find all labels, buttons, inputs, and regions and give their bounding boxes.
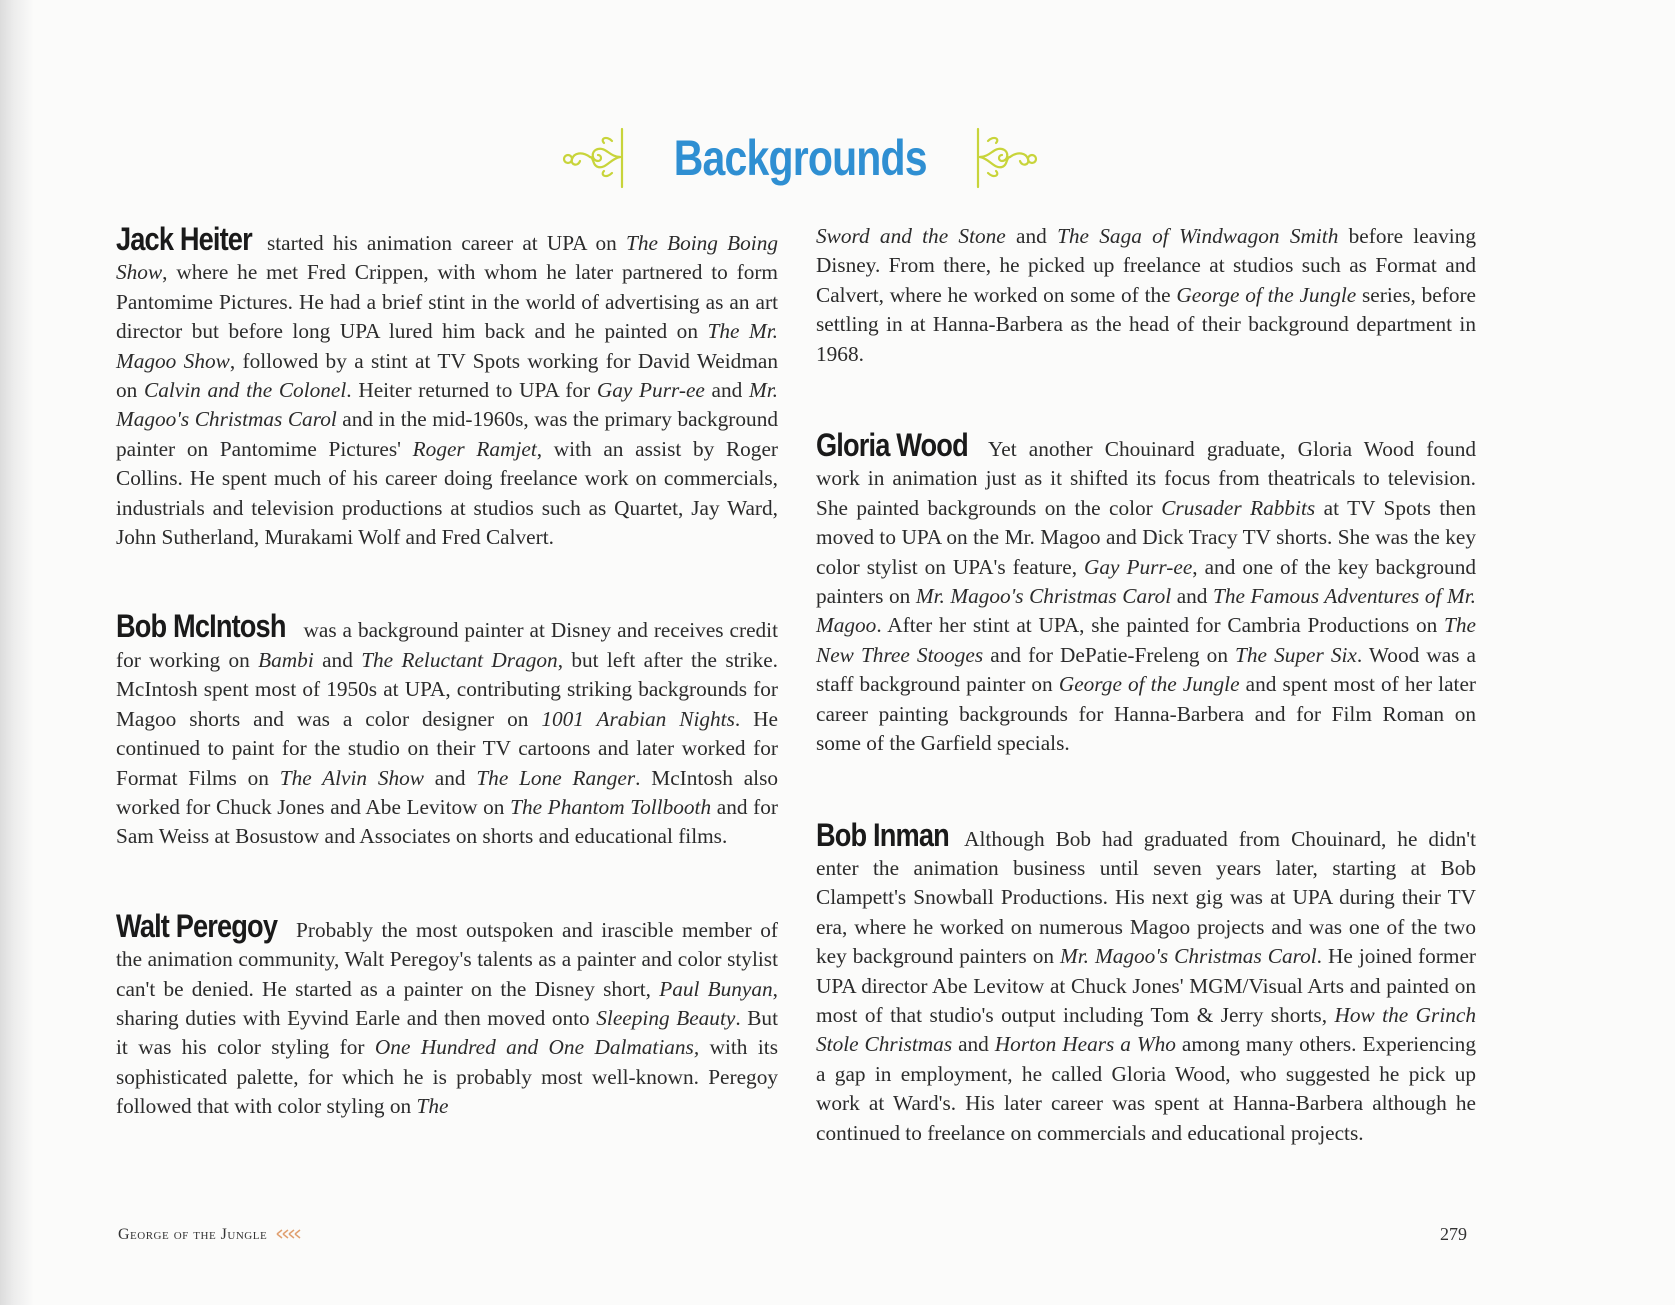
- title-reference: The: [416, 1094, 449, 1119]
- page-header: [600, 118, 1000, 198]
- page-edge-shadow: [0, 0, 34, 1305]
- text-run: . After her stint at UPA, she painted for Cambria Productions on: [876, 613, 1445, 638]
- title-reference: Roger Ramjet: [412, 436, 537, 461]
- title-reference: How the Grinch Stole Christmas: [816, 1002, 1476, 1057]
- title-reference: Gay Purr-ee: [1084, 554, 1193, 579]
- title-reference: One Hundred and One Dalmatians,: [374, 1035, 700, 1060]
- book-title: George of the Jungle: [118, 1226, 268, 1243]
- text-run: Yet another Chouinard graduate, Gloria Wood found work in animation just as it shifted its focus from theatricals to television. She painted backgrounds on the color: [816, 437, 1476, 520]
- text-run: and: [1171, 584, 1214, 609]
- title-reference: Calvin and the Colonel: [144, 378, 347, 403]
- title-reference: George of the Jungle: [1058, 672, 1240, 697]
- text-run: with its sophisticated palette, for which he is probably most well-known. Peregoy followed that with color styling on: [116, 1035, 778, 1119]
- right-column: [816, 222, 1476, 1148]
- title-reference: Sleeping Beauty: [596, 1005, 736, 1030]
- title-reference: Mr. Magoo's Christmas Carol: [1060, 944, 1317, 969]
- footer-ornament-icon: [275, 1226, 301, 1244]
- title-reference: Bambi: [258, 647, 314, 672]
- title-reference: The Phantom Tollbooth: [510, 794, 712, 819]
- title-reference: The Super Six: [1235, 642, 1357, 667]
- bio-entry-continued: [816, 222, 1476, 369]
- title-reference: The Lone Ranger: [476, 765, 636, 790]
- title-reference: 1001 Arabian Nights: [541, 706, 735, 731]
- text-run: , with an assist by Roger Collins. He spent much of his career doing freelance work on commercials, industrials and television productions at studios such as Quartet, Jay Ward, John Sutherland, Murakami Wolf and Fred Calvert.: [116, 436, 779, 550]
- title-reference: The Reluctant Dragon: [361, 647, 558, 672]
- text-run: . Wood was a staff background painter on: [816, 642, 1476, 697]
- page-number: 279: [1440, 1224, 1467, 1244]
- text-run: , sharing duties with Eyvind Earle and then moved onto: [116, 976, 778, 1030]
- title-reference: Crusader Rabbits: [1161, 495, 1316, 520]
- text-run: Although Bob had graduated from Chouinard, he didn't enter the animation business until seven years later, starting at Bob Clampett's Snowball Productions. His next gig was at UPA during their TV era, where he worked on numerous Magoo projects and was one of the two key background painters on: [816, 826, 1476, 969]
- text-run: at TV Spots then moved to UPA on the Mr. Magoo and Dick Tracy TV shorts. She was the key color stylist on UPA's feature,: [816, 495, 1476, 579]
- bio-entry: [116, 221, 779, 552]
- text-run: , and one of the key background painters on: [816, 554, 1477, 609]
- bio-entry: [116, 907, 778, 1122]
- bio-entry: [816, 816, 1477, 1148]
- title-reference: Paul Bunyan: [659, 976, 773, 1001]
- left-column: [116, 221, 779, 1122]
- title-reference: George of the Jungle: [1176, 282, 1357, 307]
- text-run: , where he met Fred Crippen, with whom he later partnered to form Pantomime Pictures. He had a brief stint in the world of advertising as an art director but before long UPA lured him back and he painted on: [116, 260, 778, 344]
- artist-name: Gloria Wood: [816, 427, 968, 464]
- text-run: . Heiter returned to UPA for: [346, 378, 597, 403]
- text-run: and spent most of her later career painting backgrounds for Hanna-Barbera and for Film Roman on some of the Garfield specials.: [816, 672, 1476, 756]
- text-run: , followed by a stint at TV Spots working for David Weidman on: [116, 348, 778, 403]
- text-run: before leaving Disney. From there, he picked up freelance at studios such as Format and Calvert, where he worked on some of the: [816, 224, 1476, 307]
- text-run: and: [313, 647, 362, 672]
- bio-text: [116, 231, 778, 549]
- title-reference: The Famous Adventures of Mr. Magoo: [816, 584, 1476, 638]
- text-run: and in the mid-1960s, was the primary background painter on Pantomime Pictures': [116, 407, 778, 461]
- flourish-right-icon: [972, 127, 1038, 189]
- text-run: . He joined former UPA director Abe Levitow at Chuck Jones' MGM/Visual Arts and painted on most of that studio's output including Tom & Jerry shorts,: [816, 944, 1477, 1027]
- title-reference: Mr. Magoo's Christmas Carol: [116, 378, 778, 432]
- title-reference: The New Three Stooges: [816, 613, 1476, 667]
- text-run: among many others. Experiencing a gap in employment, he called Gloria Wood, who suggested he pick up work at Ward's. His later career was spent at Hanna-Barbera although he continued to freelance on commercials and educational projects.: [816, 1032, 1476, 1145]
- bio-text: [816, 224, 1476, 366]
- bio-entry: [816, 427, 1477, 758]
- artist-name: Bob Inman: [816, 816, 949, 853]
- artist-name: Bob McIntosh: [116, 608, 286, 645]
- text-run: and: [704, 378, 749, 403]
- title-reference: The Alvin Show: [279, 765, 424, 790]
- artist-name: Walt Peregoy: [116, 907, 278, 944]
- text-run: series, before settling in at Hanna-Barbera as the head of their background department in 1968.: [816, 282, 1477, 366]
- title-reference: The Boing Boing Show: [116, 231, 778, 285]
- text-run: and for Sam Weiss at Bosustow and Associates on shorts and educational films.: [116, 794, 778, 849]
- text-run: was a background painter at Disney and receives credit for working on: [116, 618, 778, 672]
- title-reference: Mr. Magoo's Christmas Carol: [915, 584, 1172, 609]
- text-run: . McIntosh also worked for Chuck Jones and Abe Levitow on: [116, 765, 779, 819]
- text-run: , but left after the strike. McIntosh spent most of 1950s at UPA, contributing striking backgrounds for Magoo shorts and was a color designer on: [116, 647, 778, 731]
- title-reference: Sword and the Stone: [816, 224, 1006, 248]
- title-reference: Gay Purr-ee: [596, 378, 705, 403]
- text-run: Probably the most outspoken and irascible member of the animation community, Walt Peregoy's talents as a painter and color stylist can't be denied. He started as a painter on the Disney short,: [116, 917, 778, 1001]
- text-run: . He continued to paint for the studio on their TV cartoons and later worked for Format Films on: [116, 706, 778, 790]
- artist-name: Jack Heiter: [116, 221, 252, 257]
- bio-text: [116, 618, 778, 848]
- bio-entry: [116, 608, 779, 851]
- text-run: started his animation career at UPA on: [257, 231, 626, 255]
- text-run: and: [952, 1032, 995, 1057]
- text-run: and: [423, 765, 477, 790]
- running-footer: [118, 1226, 301, 1244]
- text-run: and: [1005, 224, 1058, 248]
- title-reference: The Saga of Windwagon Smith: [1057, 224, 1339, 248]
- text-run: and for DePatie-Freleng on: [983, 642, 1236, 667]
- page-title: Backgrounds: [673, 130, 927, 186]
- bio-text: [816, 437, 1476, 755]
- flourish-left-icon: [562, 127, 628, 189]
- text-run: . But it was his color styling for: [116, 1005, 778, 1060]
- title-reference: The Mr. Magoo Show: [116, 319, 778, 373]
- bio-text: [116, 918, 778, 1118]
- title-reference: Horton Hears a Who: [994, 1032, 1176, 1057]
- bio-text: [816, 827, 1476, 1145]
